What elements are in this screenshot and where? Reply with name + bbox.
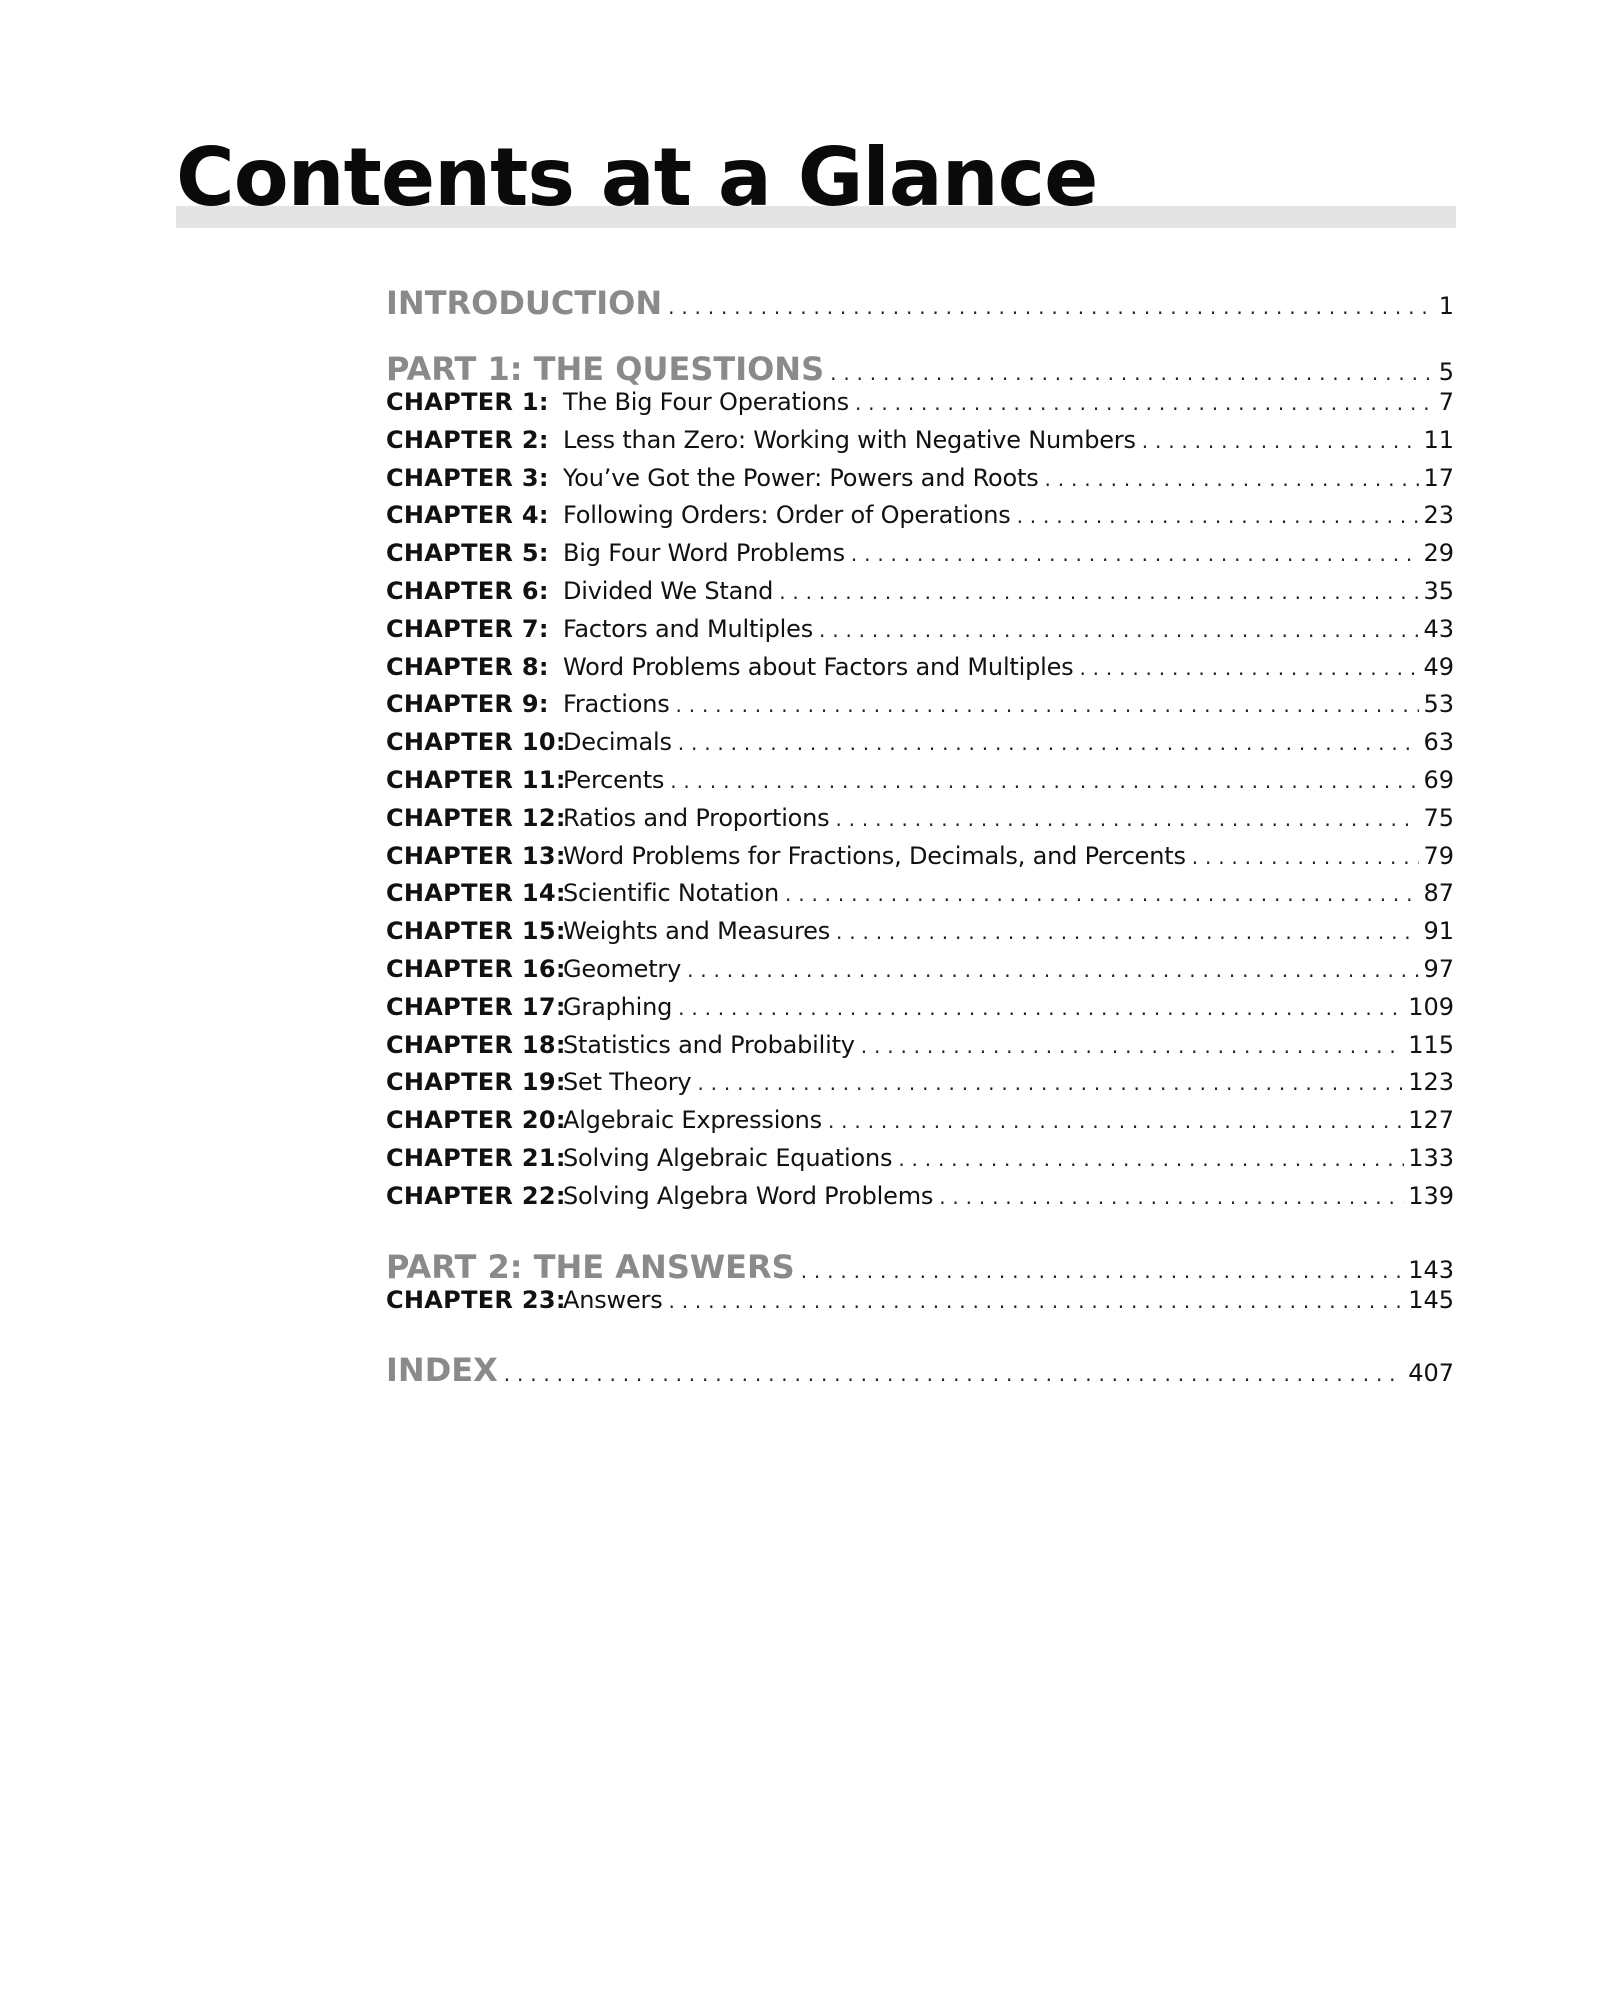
dot-leader — [1017, 504, 1420, 528]
page-number: 43 — [1423, 614, 1454, 643]
page-number: 123 — [1408, 1068, 1454, 1097]
toc-entry-part-2[interactable] — [386, 1248, 1454, 1286]
chapter-number: CHAPTER 4: — [386, 501, 549, 530]
toc-entry-chapter[interactable] — [386, 690, 1454, 728]
chapter-number: CHAPTER 22: — [386, 1181, 566, 1210]
page-number: 53 — [1423, 690, 1454, 719]
dot-leader — [836, 920, 1419, 944]
toc-entry-chapter[interactable] — [386, 615, 1454, 653]
page-number: 407 — [1408, 1359, 1454, 1388]
chapter-number: CHAPTER 1: — [386, 388, 549, 416]
toc-part-1-section — [386, 350, 1454, 1220]
chapter-title: The Big Four Operations — [563, 388, 849, 416]
page-number: 49 — [1423, 652, 1454, 681]
chapter-title: Decimals — [563, 728, 672, 757]
dot-leader — [670, 769, 1419, 793]
toc-index-section — [386, 1351, 1454, 1389]
page-number: 23 — [1423, 501, 1454, 530]
chapter-number: CHAPTER 12: — [386, 803, 566, 832]
dot-leader — [1079, 656, 1419, 680]
chapter-title: Solving Algebraic Equations — [563, 1143, 893, 1172]
chapter-number: CHAPTER 9: — [386, 690, 549, 719]
part-label: PART 1: THE QUESTIONS — [386, 350, 825, 388]
dot-leader — [1192, 845, 1420, 869]
dot-leader — [835, 807, 1419, 831]
chapter-title: Word Problems about Factors and Multiples — [563, 652, 1074, 681]
page-number: 17 — [1423, 463, 1454, 492]
dot-leader — [855, 391, 1435, 415]
chapter-number: CHAPTER 13: — [386, 841, 566, 870]
dot-leader — [785, 882, 1419, 906]
chapter-number: CHAPTER 3: — [386, 463, 549, 492]
chapter-number: CHAPTER 17: — [386, 992, 566, 1021]
page-number: 29 — [1423, 539, 1454, 568]
chapter-title: Algebraic Expressions — [563, 1106, 822, 1135]
toc-entry-chapter[interactable] — [386, 879, 1454, 917]
chapter-title: Divided We Stand — [563, 576, 774, 605]
chapter-title: Graphing — [563, 992, 673, 1021]
toc-entry-chapter[interactable] — [386, 577, 1454, 615]
page-heading — [176, 130, 1456, 230]
chapter-title: Factors and Multiples — [563, 614, 814, 643]
toc-entry-chapter[interactable] — [386, 1031, 1454, 1069]
chapter-title: Answers — [563, 1285, 663, 1314]
dot-leader — [851, 542, 1420, 566]
toc-entry-chapter[interactable] — [386, 501, 1454, 539]
chapter-number: CHAPTER 2: — [386, 425, 549, 454]
dot-leader — [504, 1362, 1404, 1386]
chapter-title: You’ve Got the Power: Powers and Roots — [563, 463, 1039, 492]
dot-leader — [1142, 429, 1420, 453]
page-number: 63 — [1423, 728, 1454, 757]
chapter-title: Big Four Word Problems — [563, 539, 845, 568]
chapter-title: Percents — [563, 765, 665, 794]
chapter-title: Geometry — [563, 954, 682, 983]
dot-leader — [676, 693, 1420, 717]
chapter-list — [386, 388, 1454, 1220]
page-number: 79 — [1423, 841, 1454, 870]
dot-leader — [828, 1109, 1404, 1133]
page-title: Contents at a Glance — [176, 131, 1098, 224]
chapter-title: Solving Algebra Word Problems — [563, 1181, 934, 1210]
part-label: INTRODUCTION — [386, 284, 663, 322]
toc-entry-chapter[interactable] — [386, 388, 1454, 426]
part-label: INDEX — [386, 1351, 498, 1390]
chapter-title: Statistics and Probability — [563, 1030, 855, 1059]
toc-entry-index[interactable] — [386, 1351, 1454, 1389]
page-number: 127 — [1408, 1106, 1454, 1135]
dot-leader — [830, 361, 1435, 385]
page-number: 145 — [1408, 1285, 1454, 1314]
dot-leader — [861, 1034, 1404, 1058]
toc-entry-chapter[interactable] — [386, 1182, 1454, 1220]
toc-entry-chapter[interactable] — [386, 464, 1454, 502]
toc-entry-part-1[interactable] — [386, 350, 1454, 388]
page-number: 35 — [1423, 576, 1454, 605]
page-number: 87 — [1423, 879, 1454, 908]
page-number: 97 — [1423, 954, 1454, 983]
dot-leader — [779, 580, 1419, 604]
toc-entry-chapter[interactable] — [386, 1068, 1454, 1106]
part-label: PART 2: THE ANSWERS — [386, 1247, 795, 1286]
chapter-title: Ratios and Proportions — [563, 803, 830, 832]
dot-leader — [801, 1259, 1404, 1283]
dot-leader — [687, 958, 1419, 982]
chapter-title: Following Orders: Order of Operations — [563, 501, 1011, 530]
dot-leader — [898, 1147, 1404, 1171]
chapter-number: CHAPTER 19: — [386, 1068, 566, 1097]
toc-entry-chapter[interactable] — [386, 1106, 1454, 1144]
chapter-title: Set Theory — [563, 1068, 692, 1097]
chapter-title: Less than Zero: Working with Negative Numbers — [563, 425, 1136, 454]
toc-entry-chapter[interactable] — [386, 539, 1454, 577]
chapter-title: Scientific Notation — [563, 879, 780, 908]
toc-entry-chapter[interactable] — [386, 1144, 1454, 1182]
page-number: 91 — [1423, 917, 1454, 946]
chapter-number: CHAPTER 8: — [386, 652, 549, 681]
page-number: 115 — [1408, 1030, 1454, 1059]
toc-introduction-section — [386, 284, 1454, 322]
chapter-list — [386, 1286, 1454, 1324]
toc-entry-chapter[interactable] — [386, 955, 1454, 993]
page-number: 69 — [1423, 765, 1454, 794]
toc-entry-chapter[interactable] — [386, 728, 1454, 766]
chapter-number: CHAPTER 5: — [386, 539, 549, 568]
chapter-title: Fractions — [563, 690, 670, 719]
chapter-number: CHAPTER 23: — [386, 1285, 566, 1314]
chapter-title: Weights and Measures — [563, 917, 831, 946]
dot-leader — [678, 996, 1404, 1020]
page-number: 109 — [1408, 992, 1454, 1021]
toc-entry-chapter[interactable] — [386, 804, 1454, 842]
page-number: 7 — [1438, 388, 1454, 416]
dot-leader — [669, 1289, 1405, 1313]
chapter-title: Word Problems for Fractions, Decimals, and Percents — [563, 841, 1186, 870]
table-of-contents — [386, 284, 1454, 1389]
dot-leader — [668, 295, 1435, 319]
page-number: 11 — [1423, 425, 1454, 454]
toc-entry-introduction[interactable] — [386, 284, 1454, 322]
chapter-number: CHAPTER 16: — [386, 954, 566, 983]
toc-entry-chapter[interactable] — [386, 1286, 1454, 1324]
toc-entry-chapter[interactable] — [386, 426, 1454, 464]
toc-entry-chapter[interactable] — [386, 842, 1454, 880]
chapter-number: CHAPTER 7: — [386, 614, 549, 643]
toc-entry-chapter[interactable] — [386, 766, 1454, 804]
toc-entry-chapter[interactable] — [386, 917, 1454, 955]
dot-leader — [697, 1071, 1404, 1095]
chapter-number: CHAPTER 15: — [386, 917, 566, 946]
toc-part-2-section — [386, 1248, 1454, 1324]
page-number: 75 — [1423, 803, 1454, 832]
page-number: 1 — [1438, 292, 1454, 320]
chapter-number: CHAPTER 10: — [386, 728, 566, 757]
chapter-number: CHAPTER 11: — [386, 765, 566, 794]
toc-entry-chapter[interactable] — [386, 993, 1454, 1031]
page-number: 139 — [1408, 1181, 1454, 1210]
dot-leader — [819, 618, 1419, 642]
toc-entry-chapter[interactable] — [386, 653, 1454, 691]
chapter-number: CHAPTER 14: — [386, 879, 566, 908]
page-number: 133 — [1408, 1143, 1454, 1172]
chapter-number: CHAPTER 18: — [386, 1030, 566, 1059]
page-number: 5 — [1438, 358, 1454, 386]
chapter-number: CHAPTER 6: — [386, 576, 549, 605]
dot-leader — [678, 731, 1420, 755]
chapter-number: CHAPTER 21: — [386, 1143, 566, 1172]
dot-leader — [1045, 467, 1420, 491]
page-number: 143 — [1408, 1255, 1454, 1284]
chapter-number: CHAPTER 20: — [386, 1106, 566, 1135]
dot-leader — [939, 1185, 1404, 1209]
